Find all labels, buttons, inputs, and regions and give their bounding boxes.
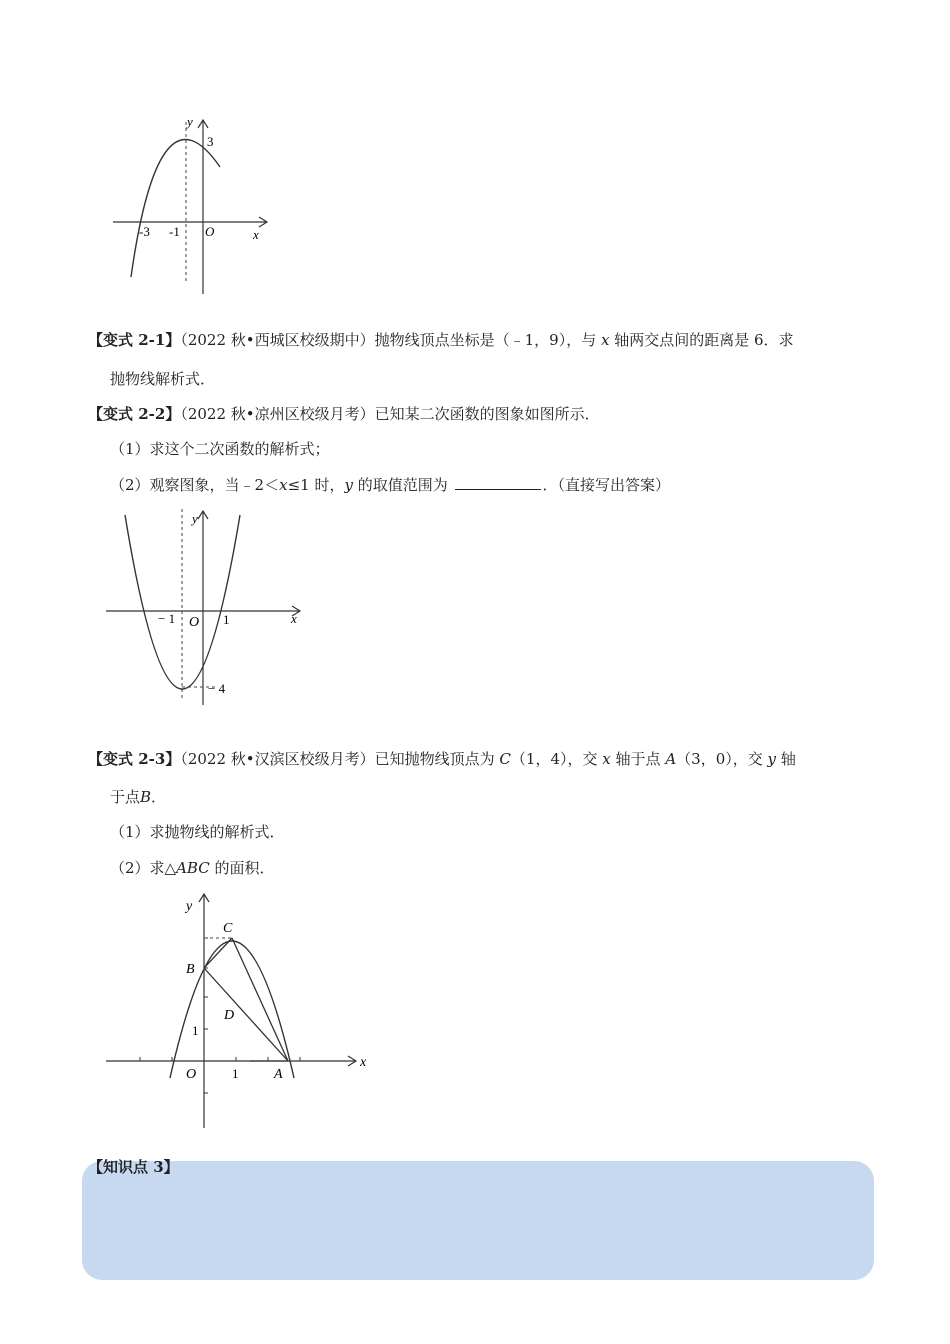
graph-2-tick-1: 1: [223, 612, 230, 627]
graph-3-segment-ba: [204, 968, 288, 1061]
q23-source: （2022 秋•汉滨区校级月考）: [180, 750, 375, 768]
graph-3-segment-ca: [232, 938, 288, 1061]
q22-part2-d: ．（直接写出答案）: [542, 476, 671, 494]
graph-3-tick-1x: 1: [232, 1066, 239, 1081]
q23-point-a: A: [665, 750, 677, 768]
graph-3-segment-bc: [204, 938, 232, 968]
q21-text-b: 轴两交点间的距离是 6．求: [614, 331, 794, 349]
q21-tag: 【变式 2-1】: [88, 331, 181, 349]
q23-point-c: C: [499, 750, 511, 768]
q21-line-1: [88, 330, 794, 350]
q23-part2-abc: ABC: [176, 859, 210, 877]
graph-3-origin: O: [186, 1067, 197, 1082]
graph-3-label-b: B: [186, 962, 195, 977]
q23-part2-a: （2）求△: [110, 859, 177, 877]
q22-part2-y: y: [344, 476, 353, 494]
q23-text-f: 于点: [110, 788, 141, 806]
q23-var-y: y: [767, 750, 777, 768]
q22-answer-blank[interactable]: [455, 475, 541, 490]
graph-1-x-label: x: [253, 227, 259, 242]
q22-line-1: [88, 404, 600, 424]
graph-1-tick-3: 3: [207, 134, 214, 149]
q21-var-x: x: [601, 331, 610, 349]
q22-tag: 【变式 2-2】: [88, 405, 181, 423]
graph-1-origin: O: [205, 224, 215, 239]
q23-point-b: B: [140, 788, 152, 806]
graph-1-y-label: y: [187, 114, 193, 129]
q22-part-2: [110, 475, 670, 495]
graph-2-tick-neg4: − 4: [208, 681, 226, 696]
graph-3-label-c: C: [223, 921, 233, 936]
q21-line-2: [110, 369, 215, 389]
graph-3-x-label: x: [360, 1055, 367, 1070]
graph-1-parabola: [131, 139, 220, 277]
q23-part-1: [110, 822, 285, 842]
q22-part2-c: 的取值范围为: [357, 476, 448, 494]
q22-source: （2022 秋•凉州区校级月考）: [180, 405, 375, 423]
q21-text-a: 抛物线顶点坐标是（﹣1，9），与: [374, 331, 597, 349]
graph-2-tick-neg1: − 1: [158, 611, 176, 626]
q23-text-g: ．: [151, 788, 167, 806]
q23-part-2: [110, 858, 275, 878]
q23-text-b: （1，4），交: [510, 750, 598, 768]
q22-part2-x: x: [279, 476, 288, 494]
graph-2-x-label: x: [291, 611, 297, 626]
q22-part-1: [110, 439, 330, 459]
graph-3-y-label: y: [186, 899, 193, 914]
knowledge-point-3-box: [82, 1161, 874, 1280]
graph-3-tick-1y: 1: [192, 1023, 199, 1038]
q23-text-c: 轴于点: [615, 750, 661, 768]
q23-part1-text: （1）求抛物线的解析式．: [110, 823, 285, 841]
q23-text-d: （3，0），交: [676, 750, 763, 768]
graph-2-origin: O: [189, 615, 200, 630]
q22-part2-b: ≤1 时，: [287, 476, 345, 494]
graph-2: [100, 505, 310, 710]
graph-3-label-d: D: [224, 1008, 235, 1023]
q23-tag: 【变式 2-3】: [88, 750, 181, 768]
graph-2-y-label: y: [192, 511, 198, 526]
q23-line-1: [88, 749, 796, 769]
q22-part1-text: （1）求这个二次函数的解析式；: [110, 440, 330, 458]
knowledge-point-3-title: 【知识点 3】: [88, 1158, 179, 1176]
q23-line-2: [110, 787, 166, 807]
q21-text-c: 抛物线解析式．: [110, 370, 216, 388]
q21-source: （2022 秋•西城区校级期中）: [180, 331, 375, 349]
q23-text-e: 轴: [780, 750, 796, 768]
graph-3-y-ticks: [204, 938, 208, 1093]
q23-var-x: x: [602, 750, 611, 768]
graph-1-tick-neg1: -1: [169, 224, 180, 239]
q23-text-a: 已知抛物线顶点为: [374, 750, 495, 768]
graph-3: [100, 888, 380, 1138]
q23-part2-b: 的面积．: [214, 859, 275, 877]
q22-text: 已知某二次函数的图象如图所示．: [374, 405, 600, 423]
graph-1-tick-neg3: -3: [139, 224, 150, 239]
graph-3-label-a: A: [274, 1067, 283, 1082]
q22-part2-a: （2）观察图象，当﹣2＜: [110, 476, 280, 494]
graph-1: [105, 112, 275, 302]
